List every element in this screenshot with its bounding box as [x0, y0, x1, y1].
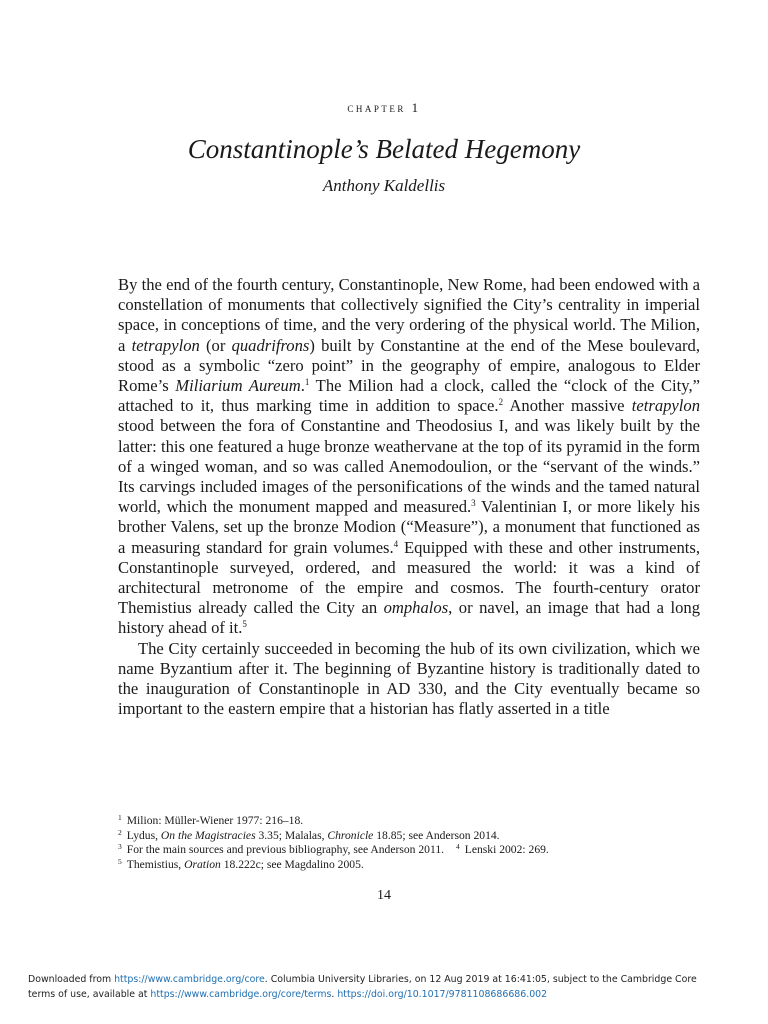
footnote-5 [118, 858, 700, 873]
footnote-title: Oration [184, 857, 221, 871]
footnote-number: 5 [118, 856, 122, 866]
download-notice [28, 972, 748, 1002]
notice-text: . Columbia University Libraries, on 12 Aug 2019 at 16:41:05, subject to the Cambridge Core [264, 974, 697, 985]
footnote-ref-2[interactable]: 2 [498, 397, 504, 408]
italic-term: Miliarium Aureum [175, 376, 301, 396]
italic-term: tetrapylon [131, 335, 200, 355]
text-run: By the end of the fourth century, Constantinople, New Rome, had been endowed with a constellation of monuments that collectively signified the City’s centrality in imperial space, in conceptions of time, and the very ordering of the physical world. The Milion, a [118, 275, 700, 355]
footnote-title: Chronicle [327, 828, 374, 842]
body-text [118, 275, 700, 719]
text-run: Valentinian I, or more likely his brother Valens, set up the bronze Modion (“Measure”), a monument that functioned as a measuring standard for grain volumes. [118, 497, 700, 557]
footnote-number: 2 [118, 827, 122, 837]
footnote-ref-4[interactable]: 4 [393, 538, 399, 549]
paragraph-2: The City certainly succeeded in becoming the hub of its own civilization, which we name Byzantium after it. The beginning of Byzantine history is traditionally dated to the inauguration of Constantinople in AD 330, and the City eventually became so important to the eastern empire that a historian has flatly asserted in a title [118, 638, 700, 719]
doi-link[interactable]: https://doi.org/10.1017/9781108686686.002 [337, 989, 548, 1000]
terms-link[interactable]: https://www.cambridge.org/core/terms [150, 989, 332, 1000]
footnote-text: Milion: Müller-Wiener 1977: 216–18. [126, 814, 304, 827]
footnote-number: 1 [118, 813, 122, 822]
paragraph-1 [118, 275, 700, 639]
chapter-title: Constantinople’s Belated Hegemony [187, 134, 581, 164]
text-run: Another massive [503, 396, 632, 416]
text-run: The Milion had a clock, called the “clock of the City,” attached to it, thus marking time in addition to space. [118, 376, 700, 416]
text-run: . [300, 376, 305, 396]
footnote-title: On the Magistracies [160, 828, 256, 842]
footnote-text: 18.85; see Anderson 2014. [373, 828, 500, 842]
footnote-text: Lydus, [126, 828, 161, 842]
chapter-label: chapter 1 [347, 100, 421, 115]
notice-text: terms of use, available at [28, 989, 151, 1000]
footnote-text: Themistius, [126, 857, 185, 871]
footnote-ref-3[interactable]: 3 [471, 498, 476, 509]
notice-line-2 [28, 987, 748, 1002]
footnote-1 [118, 814, 700, 829]
author-name: Anthony Kaldellis [322, 176, 446, 195]
text-run: Equipped with these and other instruments, Constantinople surveyed, ordered, and measured the world: it was a kind of architectural metronome of the empire and cosmos. The fourth-century orator Themistius already called the City an [118, 537, 700, 618]
text-run: stood between the fora of Constantine and Theodosius I, and was likely built by the latter: this one featured a huge bronze weathervane at the top of its pyramid in the form of a winged woman, and so was called Anemodoulion, or the “servant of the winds.” Its carvings included images of the personifications of the winds and the tamed natural world, which the monument mapped and measured. [118, 416, 700, 517]
footnotes [118, 814, 700, 872]
text-run: (or [199, 335, 232, 355]
footnote-text: For the main sources and previous bibliography, see Anderson 2011. [126, 843, 445, 857]
footnote-text: Lenski 2002: 269. [464, 843, 549, 857]
cambridge-core-link[interactable]: https://www.cambridge.org/core [114, 974, 265, 985]
text-run: ) built by Constantine at the end of the Mese boulevard, stood as a symbolic “zero point” in the geography of empire, analogous to Elder Rome’s [118, 335, 701, 396]
italic-term: tetrapylon [631, 396, 700, 416]
notice-text: . [331, 989, 338, 1000]
notice-text: Downloaded from [28, 974, 115, 985]
footnote-number: 3 [118, 842, 122, 852]
text-run: , or navel, an image that had a long history ahead of it. [118, 598, 700, 638]
page-number: 14 [377, 888, 391, 903]
footnote-number: 4 [456, 842, 460, 852]
italic-term: quadrifrons [231, 335, 310, 355]
footnote-ref-5[interactable]: 5 [242, 619, 247, 630]
footnote-2 [118, 829, 700, 844]
footnote-text: 18.222c; see Magdalino 2005. [220, 857, 364, 871]
footnote-3-4 [118, 843, 700, 858]
footnote-ref-1[interactable]: 1 [304, 377, 310, 388]
footnote-text: 3.35; Malalas, [255, 828, 328, 842]
notice-line-1 [28, 972, 748, 987]
italic-term: omphalos [383, 598, 449, 618]
